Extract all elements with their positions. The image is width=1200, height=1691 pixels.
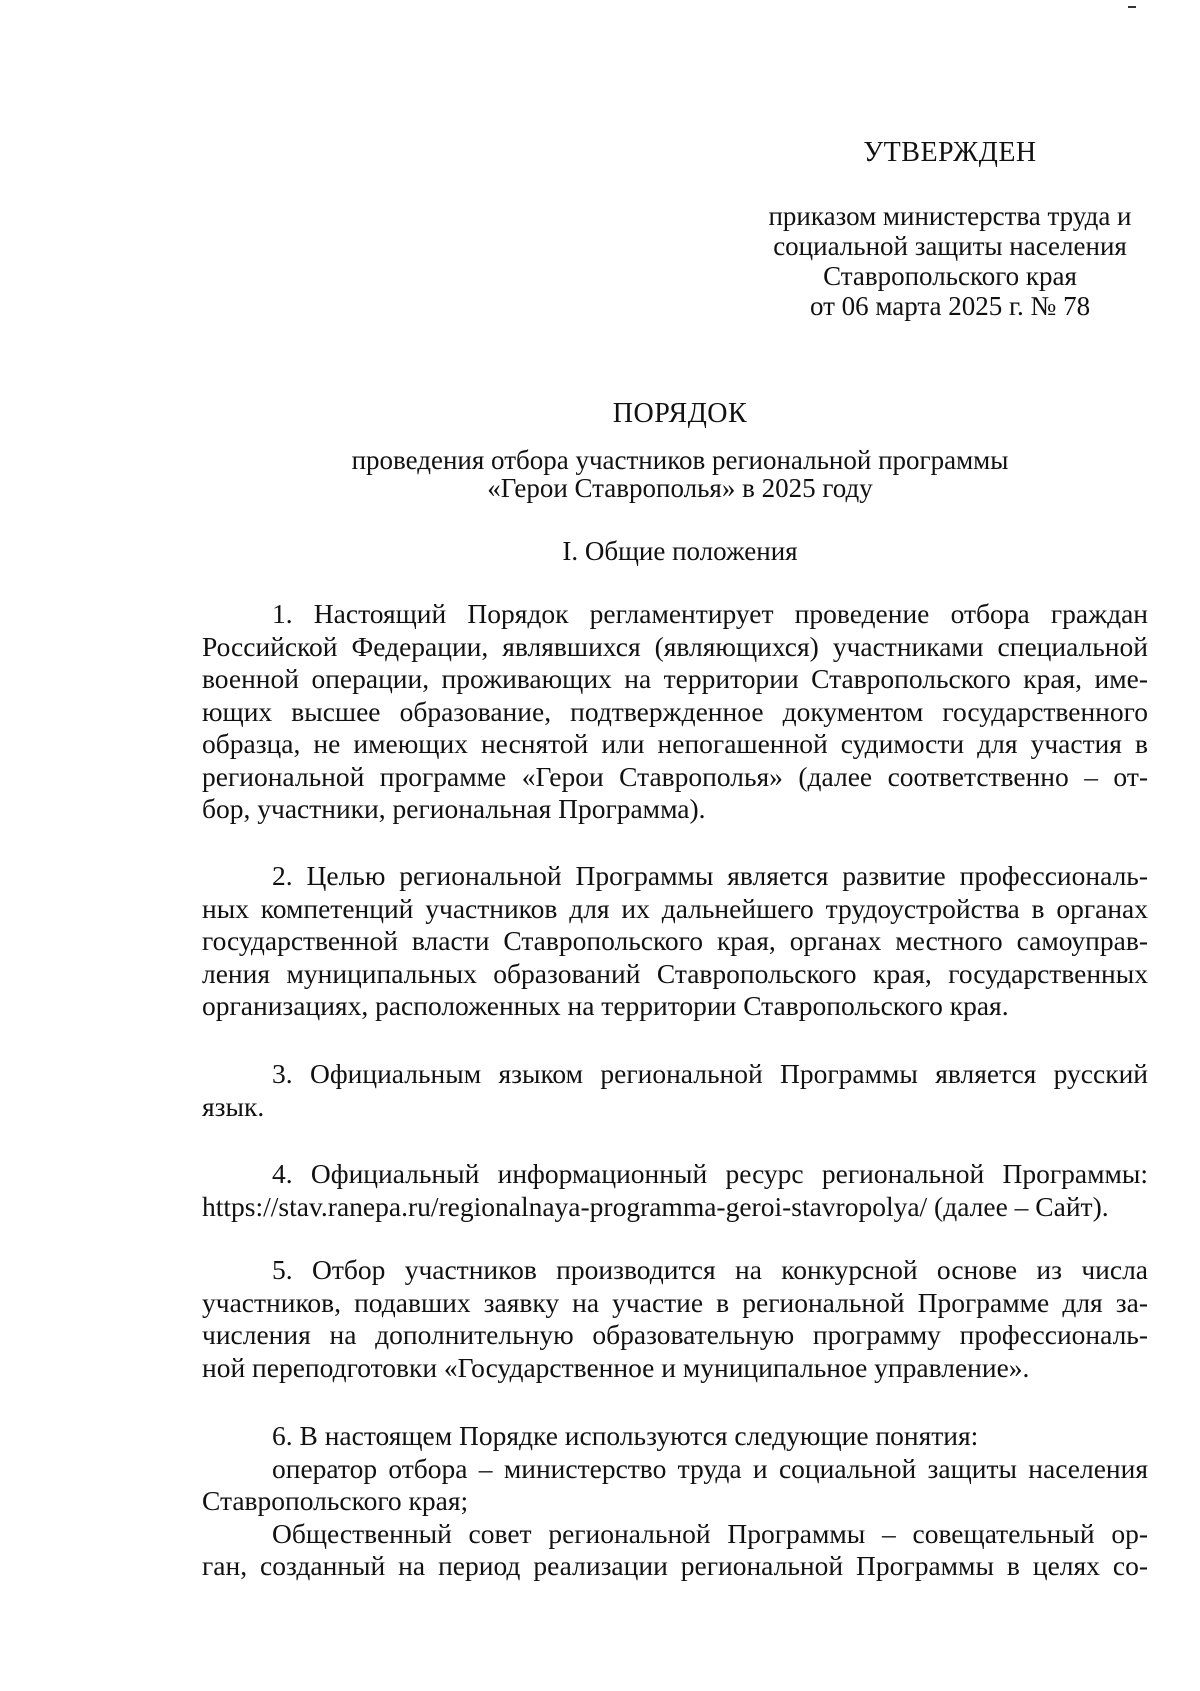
- paragraph-line: 3. Официальным языком региональной Программы является русский: [272, 1058, 1148, 1089]
- approval-block: [760, 138, 1140, 321]
- paragraph-line: числения на дополнительную образовательную программу профессиональ-: [202, 1319, 1148, 1350]
- paragraph-line: образца, не имеющих неснятой или непогашенной судимости для участия в: [202, 728, 1148, 759]
- paragraph-line: ной переподготовки «Государственное и муниципальное управление».: [202, 1351, 1030, 1383]
- approval-line: социальной защиты населения: [773, 231, 1127, 261]
- approval-line: от 06 марта 2025 г. № 78: [809, 291, 1091, 321]
- paragraph-line: Ставропольского края;: [202, 1485, 469, 1516]
- approval-heading: УТВЕРЖДЕН: [863, 137, 1037, 168]
- paragraph-line: региональной программе «Герои Ставрополья» (далее соответственно – от-: [202, 760, 1148, 792]
- subtitle-line: проведения отбора участников региональной программы: [351, 445, 1009, 475]
- scan-mark: [1128, 6, 1136, 8]
- paragraph-3: [202, 1058, 1148, 1123]
- paragraph-4: [202, 1158, 1148, 1223]
- approval-line: Ставропольского края: [823, 261, 1077, 291]
- paragraph-line: Общественный совет региональной Программы – совещательный ор-: [272, 1517, 1148, 1549]
- section-heading: I. Общие положения: [562, 536, 798, 566]
- paragraph-line: 4. Официальный информационный ресурс региональной Программы:: [272, 1158, 1148, 1189]
- paragraph-line: 1. Настоящий Порядок регламентирует проведение отбора граждан: [272, 598, 1148, 629]
- paragraph-line: 6. В настоящем Порядке используются следующие понятия:: [272, 1420, 979, 1451]
- paragraph-line: ления муниципальных образований Ставропольского края, государственных: [202, 957, 1148, 989]
- paragraph-line: Российской Федерации, являвшихся (являющихся) участниками специальной: [202, 630, 1148, 662]
- paragraph-line: бор, участники, региональная Программа).: [202, 793, 706, 824]
- paragraph-6: [202, 1420, 1148, 1583]
- paragraph-1: [202, 598, 1148, 826]
- paragraph-line: 2. Целью региональной Программы является развитие профессиональ-: [272, 860, 1148, 891]
- document-title: ПОРЯДОК: [612, 398, 748, 429]
- paragraph-line: язык.: [202, 1090, 265, 1122]
- paragraph-line: 5. Отбор участников производится на конкурсной основе из числа: [272, 1254, 1148, 1285]
- paragraph-line: ных компетенций участников для их дальнейшего трудоустройства в органах: [202, 892, 1148, 924]
- paragraph-5: [202, 1254, 1148, 1384]
- paragraph-line: оператор отбора – министерство труда и социальной защиты населения: [272, 1452, 1148, 1484]
- paragraph-line: организациях, расположенных на территории Ставропольского края.: [202, 990, 1009, 1021]
- paragraph-line: https://stav.ranepa.ru/regionalnaya-programma-geroi-stavropolya/ (далее – Сайт).: [202, 1190, 1109, 1222]
- paragraph-line: ган, созданный на период реализации региональной Программы в целях со-: [202, 1550, 1148, 1581]
- approval-line: приказом министерства труда и: [768, 201, 1132, 231]
- paragraph-line: участников, подавших заявку на участие в региональной Программе для за-: [202, 1286, 1148, 1318]
- paragraph-line: ющих высшее образование, подтвержденное документом государственного: [202, 695, 1148, 727]
- subtitle-line: «Герои Ставрополья» в 2025 году: [487, 473, 873, 503]
- paragraph-line: государственной власти Ставропольского края, органах местного самоуправ-: [202, 925, 1148, 956]
- paragraph-2: [202, 860, 1148, 1023]
- paragraph-line: военной операции, проживающих на территории Ставропольского края, име-: [202, 663, 1148, 694]
- document-subtitle: [0, 446, 1200, 502]
